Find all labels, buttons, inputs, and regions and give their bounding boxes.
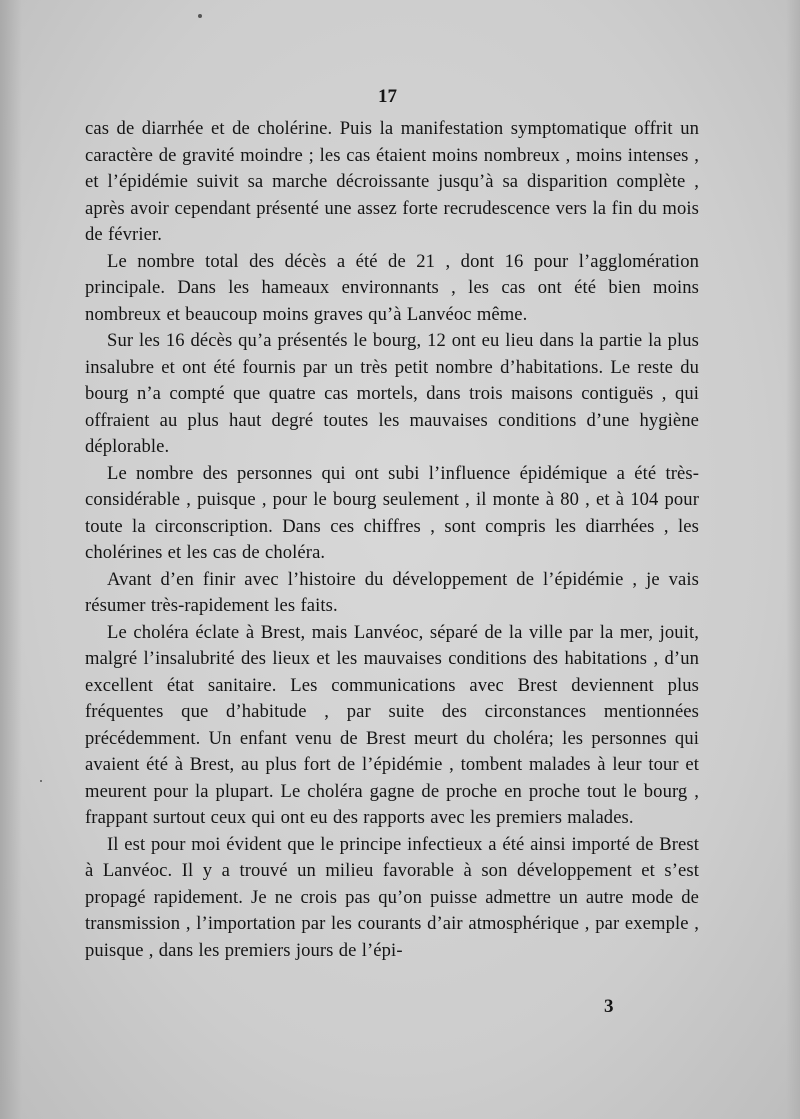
ink-speck [40, 780, 42, 782]
paragraph: Le choléra éclate à Brest, mais Lanvéoc, séparé de la ville par la mer, jouit, malgré l’insalubrité des lieux et les mauvaises conditions des habitations , d’un excellent état sanitaire. Les communications avec Brest deviennent plus fréquentes que d’habitude , par suite des circonstances mentionnées précédemment. Un enfant venu de Brest meurt du choléra; les personnes qui avaient été à Brest, au plus fort de l’épidémie , tombent malades à leur tour et meurent pour la plupart. Le choléra gagne de proche en proche tout le bourg , frappant surtout ceux qui ont eu des rapports avec les premiers malades. [85, 621, 699, 828]
paragraph: Le nombre des personnes qui ont subi l’influence épidémique a été très-considérable , puisque , pour le bourg seulement , il monte à 80 , et à 104 pour toute la circonscription. Dans ces chiffres , sont compris les diarrhées , les cholérines et les cas de choléra. [85, 462, 699, 563]
paragraph: Sur les 16 décès qu’a présentés le bourg, 12 ont eu lieu dans la partie la plus insalubre et ont été fournis par un très petit nombre d’habitations. Le reste du bourg n’a compté que quatre cas mortels, dans trois maisons contiguës , qui offraient au plus haut degré toutes les mauvaises conditions d’une hygiène déplorable. [85, 330, 699, 457]
signature-mark: 3 [604, 996, 614, 1017]
paragraph: cas de diarrhée et de cholérine. Puis la manifestation symptomatique offrit un caractère de gravité moindre ; les cas étaient moins nombreux , moins intenses , et l’épidémie suivit sa marche décroissante jusqu’à sa disparition complète , après avoir cependant présenté une assez forte recrudescence vers la fin du mois de février. [85, 118, 699, 245]
body-text [85, 116, 699, 964]
paragraph: Le nombre total des décès a été de 21 , dont 16 pour l’agglomération principale. Dans les hameaux environnants , les cas ont été bien moins nombreux et beaucoup moins graves qu’à Lanvéoc même. [85, 250, 699, 325]
ink-speck [198, 14, 202, 18]
paragraph: Avant d’en finir avec l’histoire du développement de l’épidémie , je vais résumer très-rapidement les faits. [85, 568, 699, 616]
paragraph: Il est pour moi évident que le principe infectieux a été ainsi importé de Brest à Lanvéoc. Il y a trouvé un milieu favorable à son développement et s’est propagé rapidement. Je ne crois pas qu’on puisse admettre un autre mode de transmission , l’importation par les courants d’air atmosphérique , par exemple , puisque , dans les premiers jours de l’épi- [85, 833, 699, 961]
page-number: 17 [378, 86, 397, 107]
